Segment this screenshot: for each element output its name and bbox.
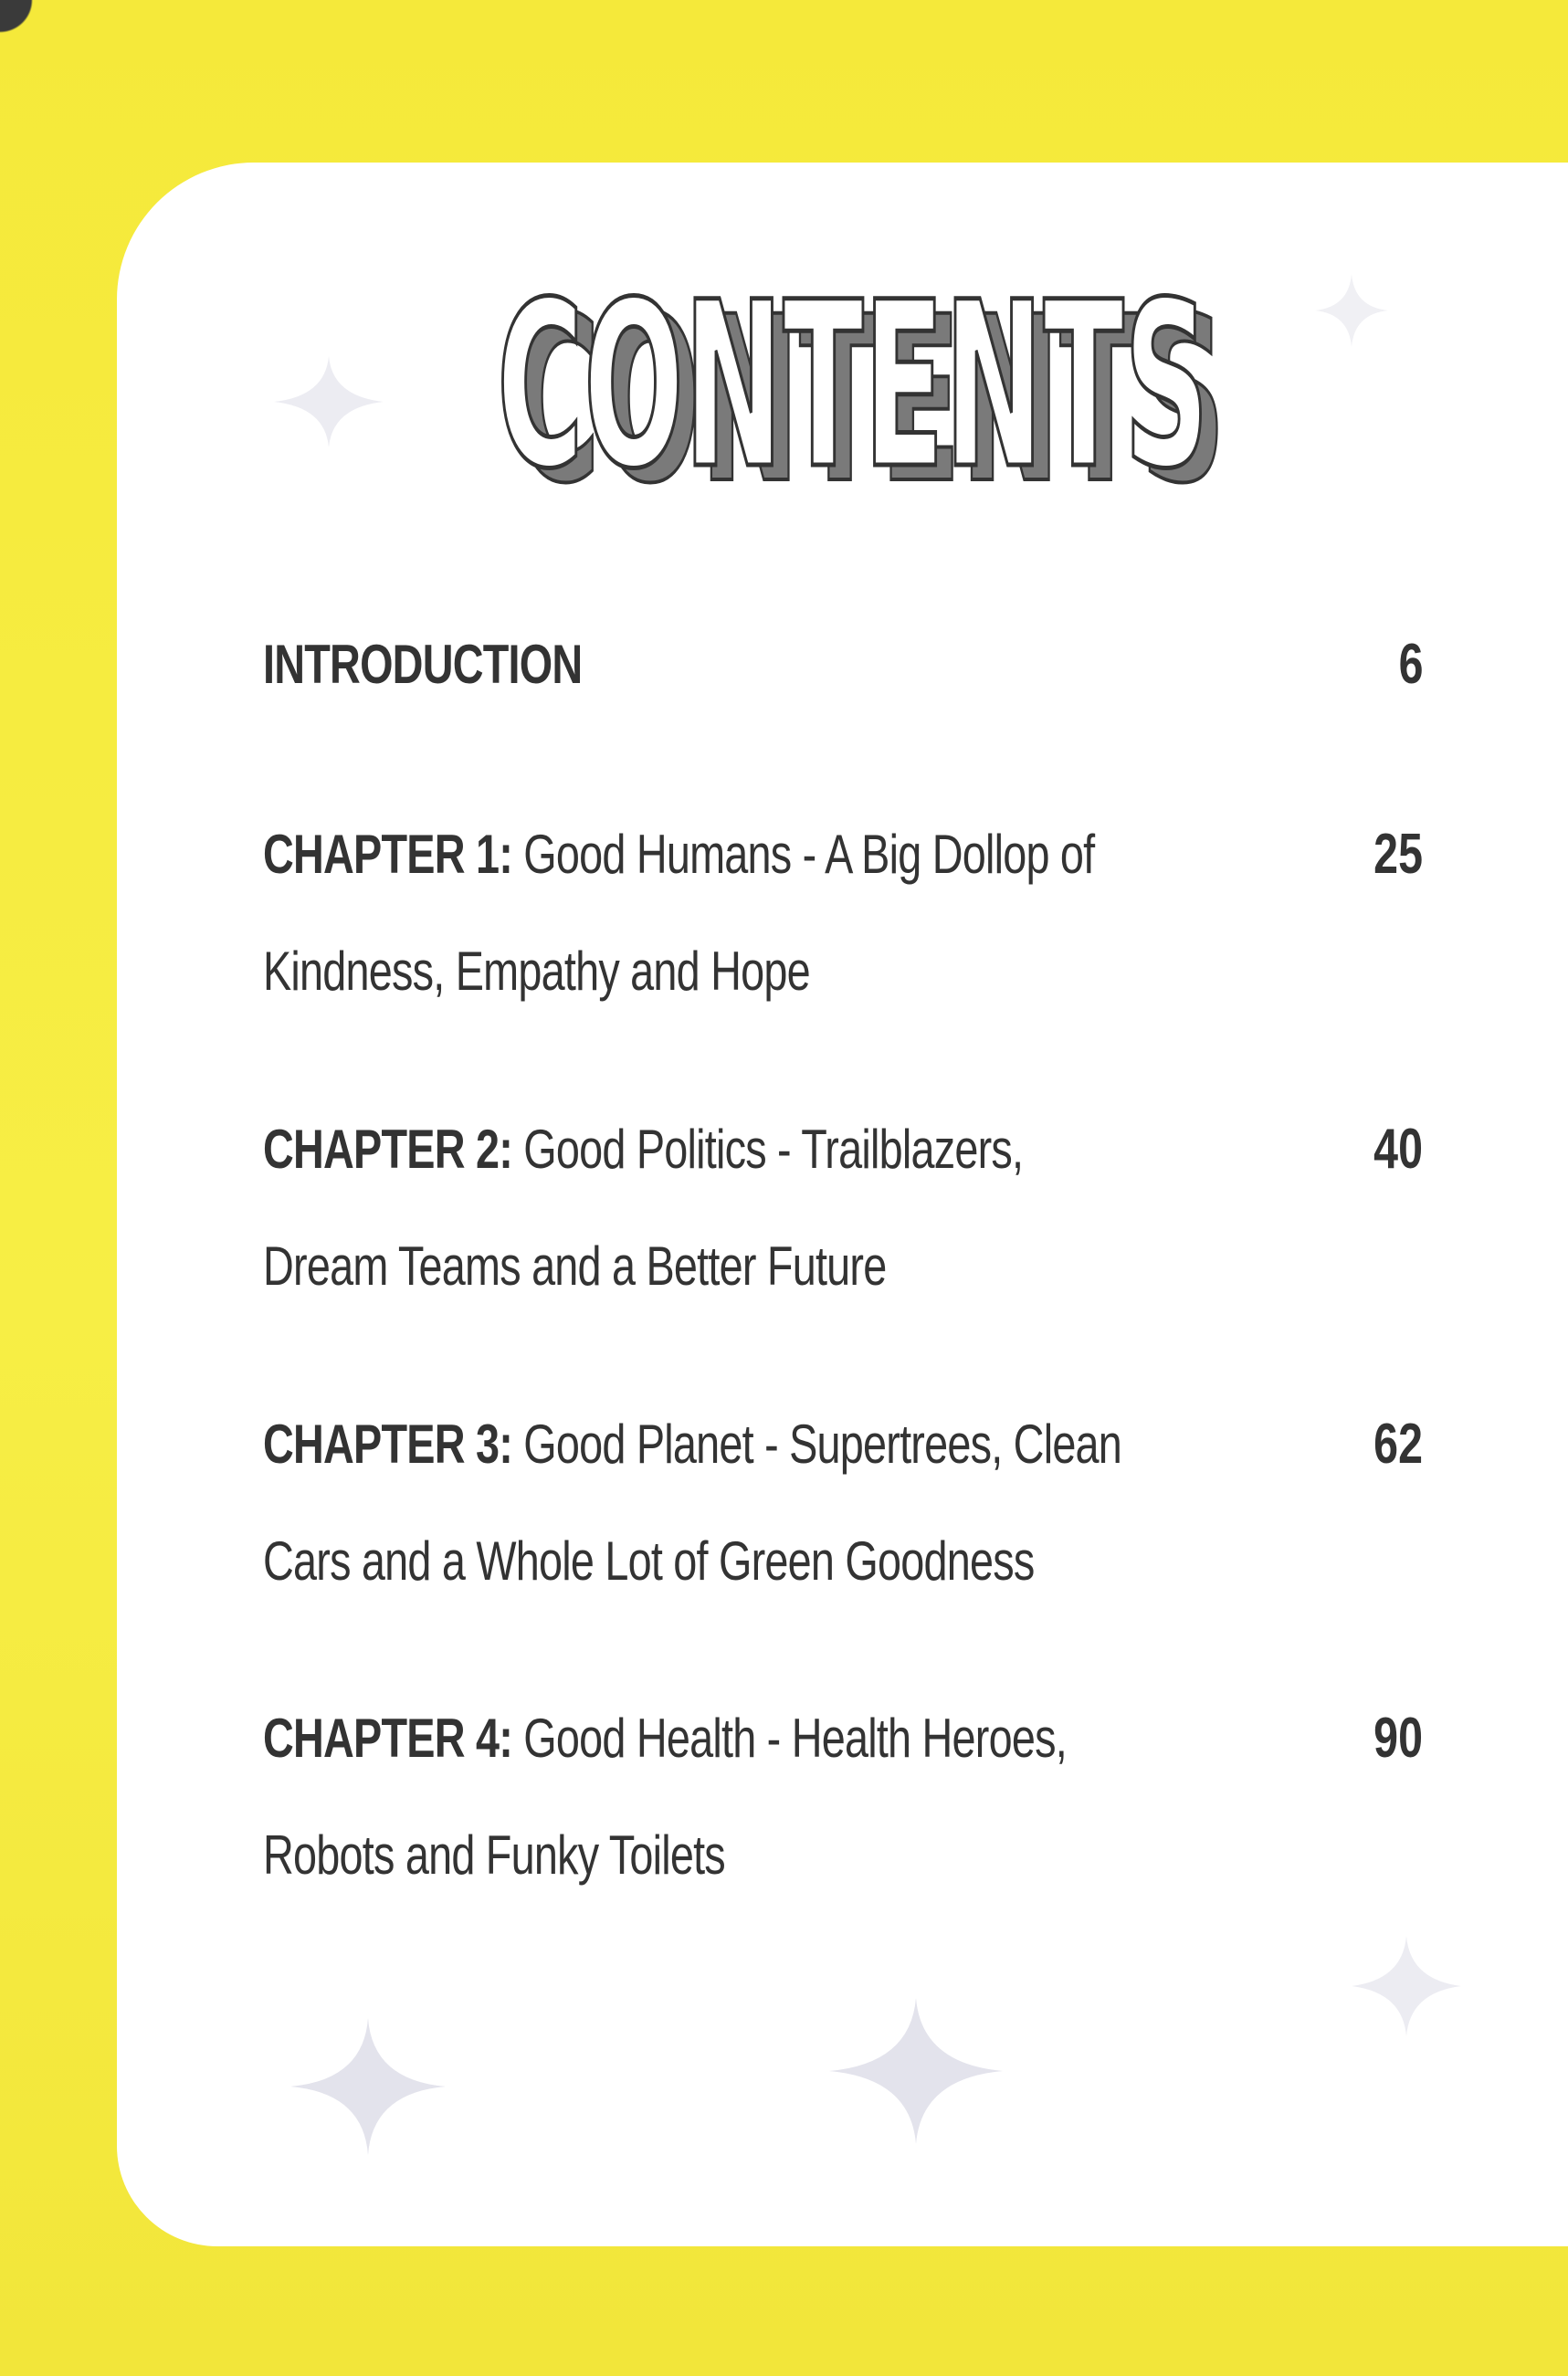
toc-entry-title [263,1680,1067,1914]
toc-entry-line: Good Planet - Supertrees, Clean [523,1414,1122,1475]
toc-entry-lead: INTRODUCTION [263,634,583,695]
sparkle-icon [829,1998,1003,2144]
toc-entry-title [263,1386,1122,1620]
toc-entry-line: Good Health - Health Heroes, [523,1708,1067,1769]
toc-entry-line: Kindness, Empathy and Hope [263,941,810,1002]
toc-page-number: 6 [1398,633,1423,696]
toc-entry-introduction[interactable] [263,606,1423,734]
toc-entry-title [263,1091,1054,1325]
toc-entry-line: Dream Teams and a Better Future [263,1235,887,1297]
toc-entry-title [263,606,1054,723]
toc-entry-chapter-3[interactable] [263,1386,1423,1624]
toc-entry-chapter-1[interactable] [263,796,1423,1034]
toc-page-number: 62 [1373,1413,1423,1476]
toc-page-number: 40 [1373,1118,1423,1181]
toc-entry-chapter-4[interactable] [263,1680,1423,1918]
toc-entry-lead: CHAPTER 4: [263,1708,524,1769]
toc-entry-line: Good Politics - Trailblazers, [523,1119,1024,1180]
toc-entry-lead: CHAPTER 1: [263,824,524,885]
toc-entry-chapter-2[interactable] [263,1091,1423,1329]
contents-title-shadow: CONTENTS [513,268,1226,498]
toc-page-number: 25 [1373,823,1423,886]
sparkle-icon [1315,274,1388,347]
contents-title-art [493,251,1242,498]
contents-title [493,251,1242,498]
toc-page-number: 90 [1373,1707,1423,1770]
toc-entry-title [263,796,1095,1030]
toc-entry-lead: CHAPTER 2: [263,1119,524,1180]
toc-entry-line: Good Humans - A Big Dollop of [523,824,1095,885]
sparkle-icon [274,356,384,447]
page-corner-shadow [0,0,55,55]
toc-entry-line: Robots and Funky Toilets [263,1824,725,1886]
sparkle-icon [1352,1936,1461,2036]
toc-entry-line: Cars and a Whole Lot of Green Goodness [263,1530,1035,1592]
contents-title-text: CONTENTS [497,253,1209,498]
sparkle-icon [290,2018,446,2155]
toc-entry-lead: CHAPTER 3: [263,1414,524,1475]
